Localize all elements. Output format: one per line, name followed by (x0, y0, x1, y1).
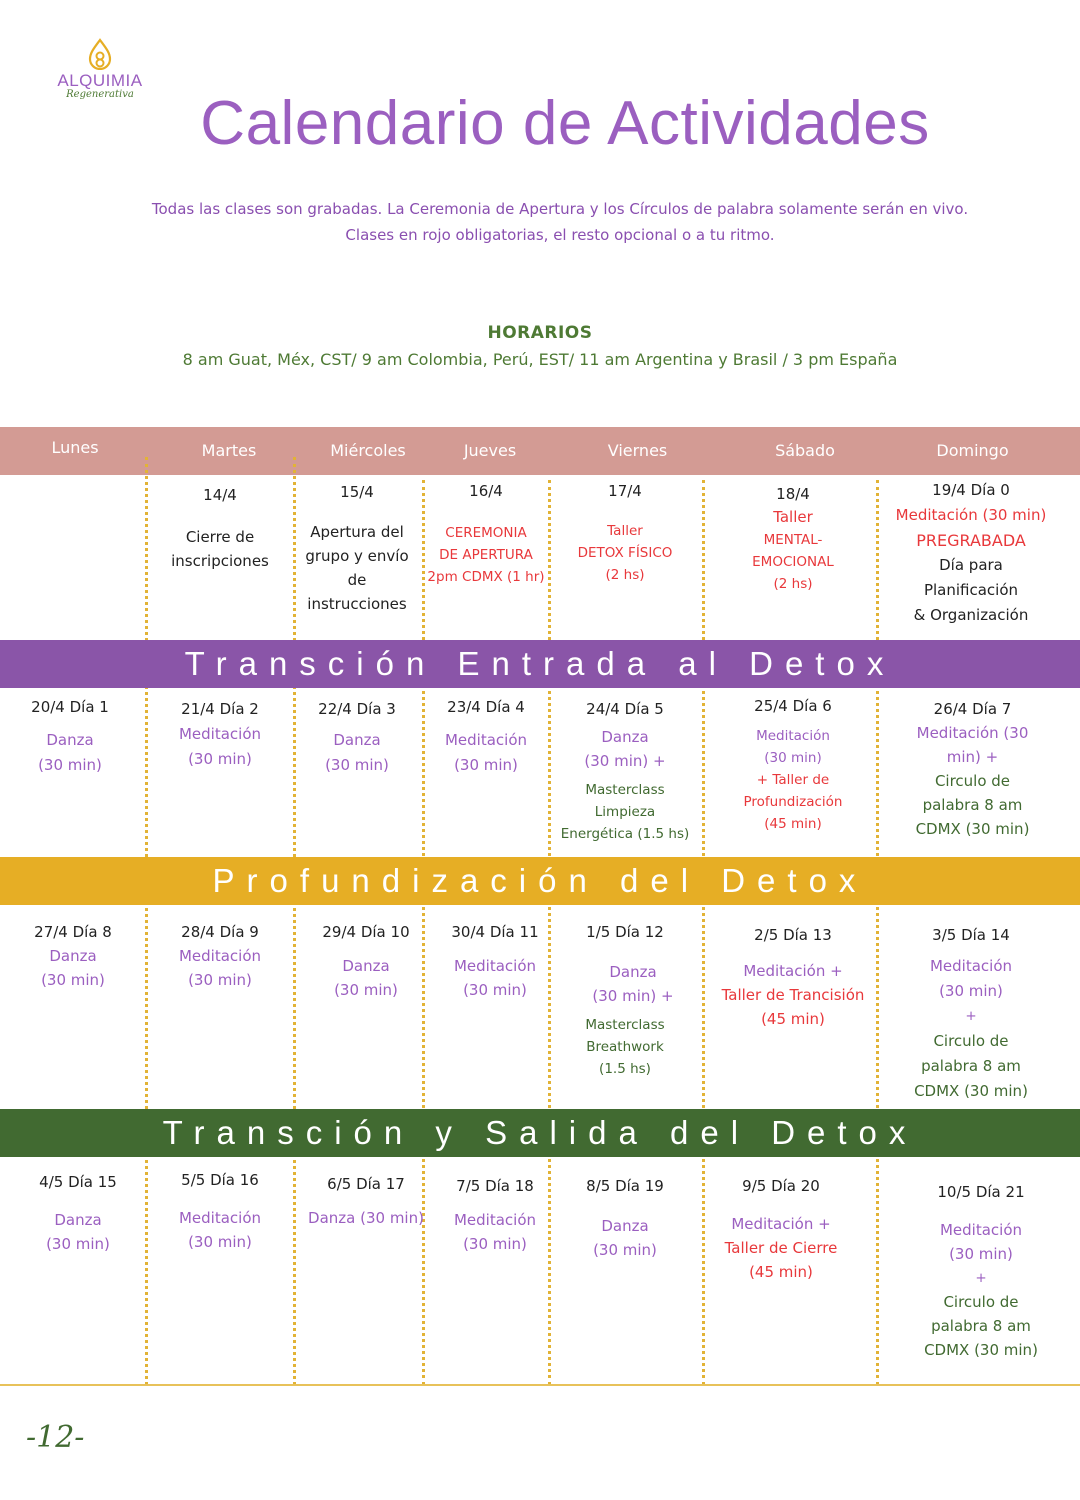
cell-text: Masterclass (585, 1017, 665, 1033)
cell-text: Meditación (453, 1211, 537, 1229)
cell-date: 7/5 Día 18 (456, 1177, 534, 1195)
cell-10-5 (890, 1180, 1072, 1362)
cell-text: inscripciones (171, 552, 269, 570)
cell-text: Danza (54, 1211, 102, 1229)
cell-text: CDMX (30 min) (924, 1341, 1038, 1359)
cell-text: de (347, 571, 367, 589)
cell-text: (30 min) (764, 750, 822, 766)
cell-text: DETOX FÍSICO (577, 545, 673, 561)
cell-22-4 (296, 697, 418, 778)
cell-text: MENTAL- (763, 532, 823, 548)
cell-date: 4/5 Día 15 (39, 1173, 117, 1191)
cell-date: 24/4 Día 5 (586, 700, 664, 718)
cell-20-4 (0, 695, 140, 778)
table-bottom-border (0, 1384, 1080, 1386)
cell-text: (30 min) (939, 982, 1003, 1000)
cell-text: (1.5 hs) (599, 1061, 651, 1077)
cell-text: (30 min) (463, 981, 527, 999)
cell-text: Taller (773, 508, 813, 526)
cell-text: Cierre de (185, 528, 255, 546)
cell-date: 18/4 (776, 485, 810, 503)
page-title: Calendario de Actividades (200, 89, 930, 158)
cell-text: Meditación (30 (916, 724, 1029, 742)
cell-17-4 (551, 480, 699, 586)
cell-text: Día para (939, 556, 1003, 574)
cell-text: Taller (607, 523, 643, 539)
drop-icon (85, 38, 115, 70)
cell-text: (30 min) (46, 1235, 110, 1253)
cell-text: (45 min) (749, 1263, 813, 1281)
cell-text: Danza (46, 731, 94, 749)
cell-text: Planificación (923, 581, 1019, 599)
cell-text: (30 min) (463, 1235, 527, 1253)
cell-18-4 (712, 483, 874, 595)
cell-27-4 (3, 920, 143, 992)
cell-24-4 (551, 697, 699, 845)
cell-date: 15/4 (340, 483, 374, 501)
cell-4-5 (8, 1170, 148, 1256)
header-miercoles: Miércoles (330, 441, 406, 460)
cell-text: CDMX (30 min) (915, 820, 1030, 838)
weekday-header (0, 427, 1080, 475)
cell-date: 21/4 Día 2 (181, 700, 259, 718)
cell-text: + (975, 1270, 987, 1286)
cell-date: 30/4 Día 11 (451, 923, 539, 941)
cell-19-4 (880, 478, 1062, 628)
horarios-text: 8 am Guat, Méx, CST/ 9 am Colombia, Perú, EST/ 11 am Argentina y Brasil / 3 pm España (182, 350, 898, 369)
cell-text: Meditación + (743, 962, 843, 980)
cell-text: palabra 8 am (921, 1057, 1021, 1075)
cell-text: Profundización (743, 794, 843, 810)
cell-date: 26/4 Día 7 (933, 700, 1012, 718)
cell-text: (30 min) (325, 756, 389, 774)
cell-26-4 (880, 697, 1065, 841)
cell-text: Meditación (178, 1209, 262, 1227)
cell-text: Danza (333, 731, 381, 749)
cell-text: grupo y envío (305, 547, 409, 565)
cell-text: (45 min) (764, 816, 822, 832)
cell-23-4 (425, 695, 547, 778)
intro-line-2: Clases en rojo obligatorias, el resto opcional o a tu ritmo. (345, 226, 775, 244)
cell-text: Meditación (30 min) (895, 506, 1047, 524)
cell-15-4 (296, 480, 418, 616)
cell-30-4 (425, 920, 565, 1002)
cell-9-5 (700, 1174, 862, 1284)
cell-text: + (965, 1008, 977, 1024)
cell-5-5 (150, 1168, 290, 1254)
cell-text: Danza (601, 1217, 649, 1235)
cell-date: 8/5 Día 19 (586, 1177, 664, 1195)
column-divider (876, 480, 879, 1385)
cell-2-5 (712, 923, 874, 1031)
cell-text: (30 min) (188, 750, 252, 768)
cell-text: (30 min) (188, 1233, 252, 1251)
cell-date: 10/5 Día 21 (937, 1183, 1025, 1201)
horarios-title: HORARIOS (487, 323, 593, 343)
cell-date: 22/4 Día 3 (318, 700, 396, 718)
cell-text: min) + (946, 748, 999, 766)
cell-date: 28/4 Día 9 (181, 923, 259, 941)
cell-text: Circulo de (933, 1032, 1009, 1050)
cell-date: 9/5 Día 20 (742, 1177, 820, 1195)
cell-date: 23/4 Día 4 (447, 698, 525, 716)
header-jueves: Jueves (463, 441, 517, 460)
cell-text: + Taller de (756, 772, 830, 788)
cell-text: Breathwork (586, 1039, 664, 1055)
header-martes: Martes (201, 441, 257, 460)
phase-band-salida: Transción y Salida del Detox (0, 1109, 1080, 1157)
cell-21-4 (150, 697, 290, 772)
cell-25-4 (712, 695, 874, 835)
cell-text: Danza (49, 947, 97, 965)
header-domingo: Domingo (936, 441, 1009, 460)
cell-text: (30 min) (334, 981, 398, 999)
cell-date: 27/4 Día 8 (34, 923, 112, 941)
cell-text: Meditación + (731, 1215, 831, 1233)
cell-text: (30 min) (38, 756, 102, 774)
cell-text: Danza (30 min) (308, 1209, 424, 1227)
cell-text: EMOCIONAL (752, 554, 834, 570)
phase-band-entrada: Transción Entrada al Detox (0, 640, 1080, 688)
cell-text: (45 min) (761, 1010, 825, 1028)
cell-3-5 (880, 923, 1062, 1104)
cell-text: & Organización (913, 606, 1029, 624)
cell-text: Circulo de (943, 1293, 1019, 1311)
cell-date: 17/4 (608, 482, 642, 500)
cell-text: Meditación (929, 957, 1013, 975)
cell-text: Meditación (939, 1221, 1023, 1239)
cell-text: (30 min) (949, 1245, 1013, 1263)
cell-1-5 (551, 920, 699, 1080)
cell-text: PREGRABADA (916, 531, 1026, 550)
cell-text: Meditación (756, 728, 830, 744)
cell-28-4 (150, 920, 290, 992)
cell-text: Meditación (453, 957, 537, 975)
cell-date: 19/4 Día 0 (932, 481, 1010, 499)
cell-text: CDMX (30 min) (914, 1082, 1028, 1100)
cell-text: (2 hs) (773, 576, 813, 592)
header-viernes: Viernes (607, 441, 668, 460)
cell-text: instrucciones (307, 595, 407, 613)
cell-text: (30 min) + (584, 752, 666, 770)
cell-8-5 (551, 1174, 699, 1262)
cell-date: 1/5 Día 12 (586, 923, 664, 941)
cell-date: 6/5 Día 17 (327, 1175, 405, 1193)
cell-29-4 (296, 920, 436, 1002)
cell-date: 16/4 (469, 482, 503, 500)
phase-band-profundizacion: Profundización del Detox (0, 857, 1080, 905)
cell-text: Limpieza (594, 804, 656, 820)
cell-text: Masterclass (585, 782, 665, 798)
cell-text: Meditación (444, 731, 528, 749)
cell-text: (30 min) + (592, 987, 674, 1005)
cell-text: (30 min) (593, 1241, 657, 1259)
cell-text: palabra 8 am (922, 796, 1023, 814)
cell-text: Danza (342, 957, 390, 975)
cell-14-4 (150, 483, 290, 573)
cell-text: Energética (1.5 hs) (560, 826, 690, 842)
cell-date: 3/5 Día 14 (932, 926, 1010, 944)
cell-text: palabra 8 am (931, 1317, 1031, 1335)
header-sabado: Sábado (775, 441, 835, 460)
header-lunes: Lunes (51, 438, 99, 457)
cell-text: Circulo de (934, 772, 1011, 790)
page-number: -12- (26, 1420, 85, 1455)
cell-text: (30 min) (41, 971, 105, 989)
cell-text: (30 min) (454, 756, 518, 774)
cell-text: (30 min) (188, 971, 252, 989)
cell-text: Apertura del (310, 523, 404, 541)
cell-date: 2/5 Día 13 (754, 926, 832, 944)
cell-date: 25/4 Día 6 (754, 697, 832, 715)
cell-date: 14/4 (203, 486, 237, 504)
cell-date: 20/4 Día 1 (31, 698, 109, 716)
cell-text: Taller de Trancisión (721, 986, 865, 1004)
intro-line-1: Todas las clases son grabadas. La Ceremonia de Apertura y los Círculos de palabra solamente serán en vivo. (151, 200, 969, 218)
cell-date: 29/4 Día 10 (322, 923, 410, 941)
cell-text: DE APERTURA (439, 547, 533, 563)
cell-text: Meditación (178, 947, 262, 965)
cell-text: (2 hs) (605, 567, 645, 583)
cell-text: Meditación (178, 725, 262, 743)
cell-text: Danza (601, 728, 649, 746)
cell-7-5 (425, 1174, 565, 1256)
cell-16-4 (425, 480, 547, 588)
cell-text: CEREMONIA (445, 525, 527, 541)
logo-tagline: Regenerativa (66, 89, 134, 100)
cell-text: Danza (609, 963, 657, 981)
cell-text: Taller de Cierre (724, 1239, 838, 1257)
cell-text: 2pm CDMX (1 hr) (427, 569, 545, 585)
cell-6-5 (296, 1172, 436, 1230)
logo-brand: ALQUIMIA (57, 71, 143, 90)
cell-date: 5/5 Día 16 (181, 1171, 259, 1189)
